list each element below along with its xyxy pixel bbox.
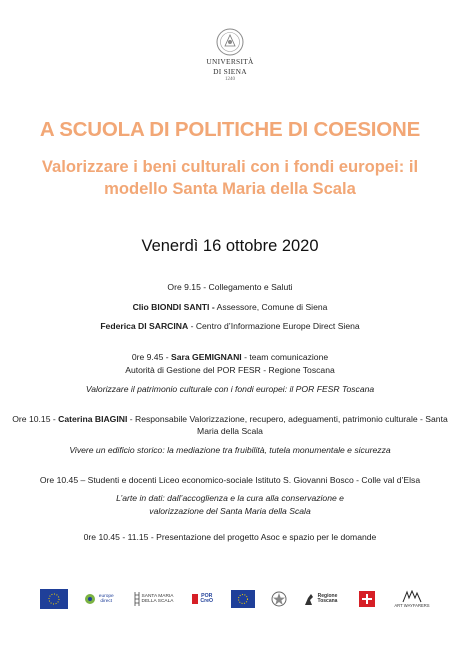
talk-title [6, 444, 454, 456]
speaker-name: Caterina BIAGINI [58, 414, 128, 424]
program-text: - Responsabile Valorizzazione, recupero, adeguamenti, patrimonio culturale - Santa Maria della Scala [127, 414, 448, 436]
program-text: Valorizzare il patrimonio culturale con i fondi europei: il POR FESR Toscana [85, 384, 375, 394]
university-seal-icon [216, 28, 244, 56]
eu-flag-icon [231, 589, 255, 609]
por-icon [191, 591, 199, 607]
program-item [6, 320, 454, 332]
art-wayfarers-text: ART WAYFARERS [394, 603, 430, 608]
program-item [6, 364, 454, 376]
por-creo-text: POR CreO [200, 593, 214, 604]
university-logo [190, 28, 270, 82]
art-wayfarers-logo [392, 589, 432, 609]
university-year: 1240 [225, 77, 235, 82]
santa-maria-text: SANTA MARIA DELLA SCALA [141, 594, 174, 604]
europe-direct-text: europe direct [98, 594, 114, 604]
talk-title [6, 505, 454, 517]
program-item [6, 301, 454, 313]
program-time: 0re 9.45 - [131, 352, 171, 362]
eu-flag-icon [40, 589, 68, 609]
program-item [6, 351, 454, 363]
europe-direct-logo [84, 589, 116, 609]
sponsor-logos [40, 586, 432, 612]
program-item [6, 474, 454, 486]
university-name-line1: UNIVERSITÀ [206, 57, 254, 66]
talk-title [6, 383, 454, 395]
page-subtitle: Valorizzare i beni culturali con i fondi europei: il modello Santa Maria della Scala [41, 157, 419, 198]
page-title: A SCUOLA DI POLITICHE DI COESIONE [39, 118, 421, 141]
university-name-line2: DI SIENA [213, 67, 247, 76]
program-text: Vivere un edificio storico: la mediazione tra fruibilità, tutela monumentale e sicurezza [69, 445, 391, 455]
program-text: valorizzazione del Santa Maria della Scala [149, 506, 311, 516]
program-text: - Collegamento e Saluti [200, 282, 293, 292]
speaker-name: Federica DI SARCINA [100, 321, 189, 331]
program-time: Ore 10.15 - [12, 414, 59, 424]
europe-direct-icon [84, 591, 96, 607]
wayfarers-icon [401, 590, 423, 603]
regione-toscana-text: Regione Toscana [317, 593, 338, 604]
italy-emblem-icon [271, 589, 287, 609]
program-text: - Centro d’Informazione Europe Direct Siena [188, 321, 360, 331]
program-item [6, 281, 454, 293]
program-text: Ore 10.45 – Studenti e docenti Liceo economico-sociale Istituto S. Giovanni Bosco - Colle val d’Elsa [39, 475, 421, 485]
program-text: 0re 10.45 - 11.15 - Presentazione del progetto Asoc e spazio per le domande [83, 532, 377, 542]
program-text: L’arte in dati: dall’accoglienza e la cura alla conservazione e [116, 493, 344, 503]
program-text: Autorità di Gestione del POR FESR - Regione Toscana [125, 365, 335, 375]
program-item [6, 531, 454, 543]
ladder-icon [133, 592, 141, 606]
speaker-name: Clio BIONDI SANTI - [132, 302, 215, 312]
speaker-name: Sara GEMIGNANI [171, 352, 242, 362]
program-item [6, 413, 454, 437]
pegasus-icon [304, 592, 314, 606]
talk-title [6, 492, 454, 504]
program-time: Ore 9.15 [167, 282, 201, 292]
santa-maria-logo [133, 589, 175, 609]
event-date: Venerdì 16 ottobre 2020 [141, 237, 319, 255]
program-text: - team comunicazione [241, 352, 329, 362]
regione-toscana-logo [304, 589, 342, 609]
program-text: Assessore, Comune di Siena [214, 302, 328, 312]
por-creo-logo [191, 589, 215, 609]
siena-crest-icon [358, 589, 376, 609]
